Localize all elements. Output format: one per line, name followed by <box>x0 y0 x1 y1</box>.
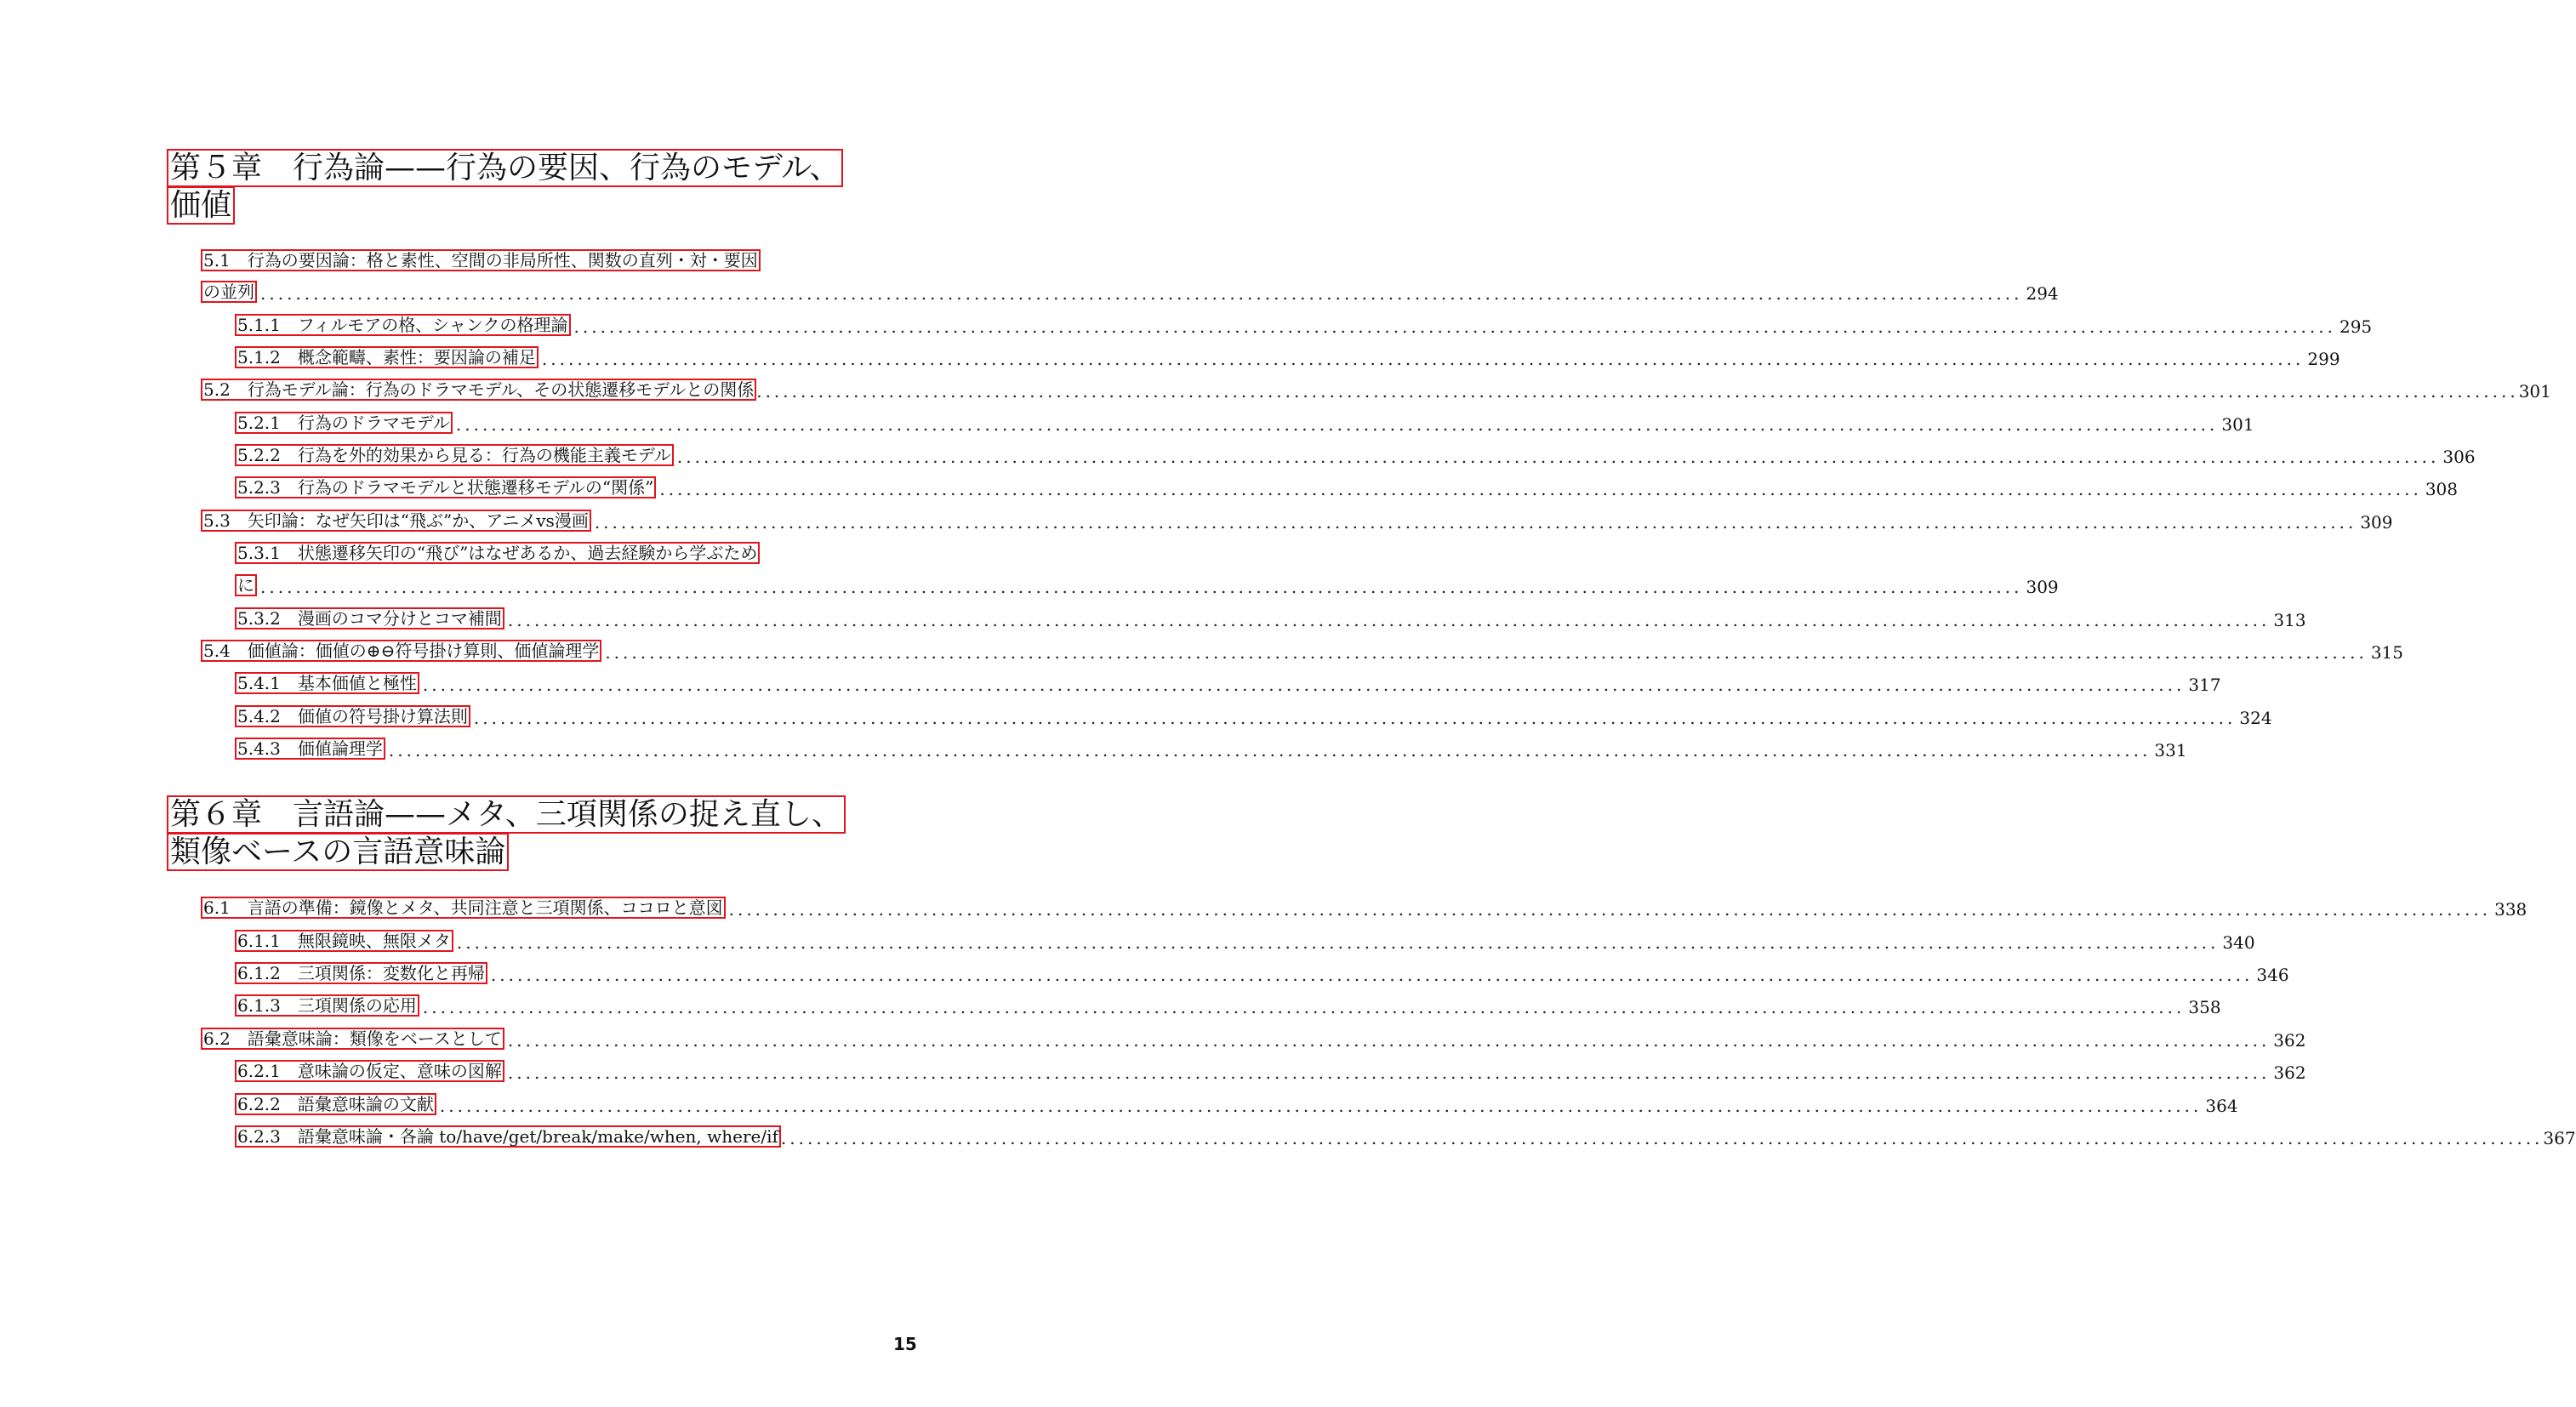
toc-leader-dots: ........................................................................................................................................................................................................ <box>439 1096 2203 1116</box>
toc-entry-label[interactable]: 5.3 矢印論：なぜ矢印は“飛ぶ”か、アニメvs漫画 <box>201 510 591 532</box>
toc-entry-label[interactable]: 6.2.2 語彙意味論の文献 <box>235 1093 436 1115</box>
toc-leader-dots: ........................................................................................................................................................................................................ <box>422 675 2186 695</box>
toc-leader-dots: ........................................................................................................................................................................................................ <box>676 447 2440 467</box>
toc-page-number: 313 <box>2273 610 2306 630</box>
toc-page-number: 340 <box>2222 932 2255 953</box>
toc-entry-label[interactable]: 5.1 行為の要因論：格と素性、空間の非局所性、関数の直列・対・要因 <box>201 249 761 271</box>
toc-entry-5-4-2[interactable] <box>235 702 2272 728</box>
toc-entry-label[interactable]: 5.4.1 基本価値と極性 <box>235 672 419 694</box>
toc-entry-5-3[interactable] <box>201 506 2393 533</box>
chapter-6-heading <box>167 796 873 871</box>
toc-entry-label[interactable]: 6.2.3 語彙意味論・各論 to/have/get/break/make/when, where/if <box>235 1125 781 1148</box>
toc-leader-dots: ........................................................................................................................................................................................................ <box>541 349 2305 369</box>
toc-entry-label[interactable]: の並列 <box>201 281 257 303</box>
toc-page-number: 306 <box>2442 447 2476 467</box>
toc-entry-label[interactable]: 6.2.1 意味論の仮定、意味の図解 <box>235 1060 504 1082</box>
toc-entry-6-1-1[interactable] <box>235 926 2255 953</box>
toc-page-number: 299 <box>2307 349 2340 369</box>
toc-entry-6-1[interactable] <box>201 893 2528 920</box>
toc-entry-label[interactable]: 6.2 語彙意味論：類像をベースとして <box>201 1028 504 1050</box>
toc-page-number: 317 <box>2188 675 2221 695</box>
toc-leader-dots: ........................................................................................................................................................................................................ <box>756 381 2519 402</box>
toc-leader-dots: ........................................................................................................................................................................................................ <box>573 316 2336 337</box>
toc-page-number: 338 <box>2494 899 2528 920</box>
toc-entry-5-2-2[interactable] <box>235 441 2476 467</box>
toc-leader-dots: ........................................................................................................................................................................................................ <box>507 1062 2271 1083</box>
toc-page-number: 309 <box>2360 512 2393 533</box>
toc-page-number: 362 <box>2273 1062 2306 1083</box>
toc-entry-label[interactable]: 6.1.2 三項関係：変数化と再帰 <box>235 962 487 984</box>
toc-entry-label[interactable]: 5.4.3 価値論理学 <box>235 738 385 760</box>
toc-entry-5-3-2[interactable] <box>235 604 2306 630</box>
toc-leader-dots: ........................................................................................................................................................................................................ <box>422 997 2186 1017</box>
toc-entry-6-2-3[interactable] <box>235 1122 2576 1148</box>
toc-page-number: 358 <box>2188 997 2221 1017</box>
toc-page-number: 367 <box>2543 1128 2576 1148</box>
toc-page-number: 324 <box>2239 708 2272 728</box>
toc-entry-6-1-2[interactable] <box>235 959 2289 985</box>
chapter-6-title-line2: 類像ベースの言語意味論 <box>167 833 509 871</box>
toc-entry-label[interactable]: 6.1.1 無限鏡映、無限メタ <box>235 930 453 952</box>
toc-page-number: 309 <box>2026 577 2059 597</box>
toc-leader-dots: ........................................................................................................................................................................................................ <box>473 708 2237 728</box>
toc-entry-label[interactable]: 5.1.1 フィルモアの格、シャンクの格理論 <box>235 314 571 336</box>
chapter-5-title-line2: 価値 <box>167 186 235 225</box>
page-number: 15 <box>893 1334 917 1354</box>
toc-page-number: 362 <box>2273 1030 2306 1051</box>
toc-leader-dots: ........................................................................................................................................................................................................ <box>260 577 2023 597</box>
toc-leader-dots: ........................................................................................................................................................................................................ <box>728 899 2492 920</box>
toc-leader-dots: ........................................................................................................................................................................................................ <box>605 642 2368 663</box>
toc-entry-5-2-3[interactable] <box>235 473 2459 499</box>
toc-entry-5-4[interactable] <box>201 636 2403 663</box>
toc-leader-dots: ........................................................................................................................................................................................................ <box>260 283 2023 304</box>
toc-leader-dots: ........................................................................................................................................................................................................ <box>594 512 2357 533</box>
toc-page-number: 364 <box>2205 1096 2238 1116</box>
toc-entry-5-4-3[interactable] <box>235 734 2187 760</box>
toc-leader-dots: ........................................................................................................................................................................................................ <box>507 1030 2271 1051</box>
toc-entry-6-2[interactable] <box>201 1024 2306 1051</box>
toc-entry-5-1-2[interactable] <box>235 343 2340 369</box>
toc-page-number: 346 <box>2256 965 2289 985</box>
toc-page-number: 301 <box>2221 414 2254 435</box>
toc-entry-label[interactable]: 5.3.1 状態遷移矢印の“飛び”はなぜあるか、過去経験から学ぶため <box>235 542 760 564</box>
toc-entry-label[interactable]: 5.4 価値論：価値の⊕⊖符号掛け算則、価値論理学 <box>201 640 601 662</box>
toc-entry-label[interactable]: 5.2.3 行為のドラマモデルと状態遷移モデルの“関係” <box>235 476 656 498</box>
toc-entry-label[interactable]: 5.3.2 漫画のコマ分けとコマ補間 <box>235 607 504 629</box>
toc-leader-dots: ........................................................................................................................................................................................................ <box>507 610 2271 630</box>
toc-page-number: 295 <box>2339 316 2373 337</box>
toc-page-number: 315 <box>2370 642 2403 663</box>
toc-leader-dots: ........................................................................................................................................................................................................ <box>780 1128 2544 1148</box>
toc-leader-dots: ........................................................................................................................................................................................................ <box>490 965 2254 985</box>
toc-page-number: 331 <box>2154 740 2187 760</box>
toc-entry-5-2-1[interactable] <box>235 408 2254 435</box>
chapter-5-heading <box>167 150 873 225</box>
toc-entry-5-3-1-cont[interactable] <box>235 571 2059 597</box>
chapter-6-title-line1: 第６章 言語論——メタ、三項関係の捉え直し、 <box>167 795 846 834</box>
toc-entry-5-1-1[interactable] <box>235 310 2373 337</box>
toc-entry-label[interactable]: 5.2.2 行為を外的効果から見る：行為の機能主義モデル <box>235 444 674 466</box>
toc-entry-label[interactable]: 6.1 言語の準備：鏡像とメタ、共同注意と三項関係、ココロと意図 <box>201 897 726 919</box>
toc-leader-dots: ........................................................................................................................................................................................................ <box>456 932 2220 953</box>
toc-entry-label[interactable]: 5.1.2 概念範疇、素性：要因論の補足 <box>235 346 539 368</box>
toc-leader-dots: ........................................................................................................................................................................................................ <box>455 414 2219 435</box>
toc-entry-6-2-1[interactable] <box>235 1057 2306 1083</box>
toc-entry-label[interactable]: 5.2.1 行為のドラマモデル <box>235 412 453 434</box>
toc-entry-5-1[interactable] <box>201 246 886 271</box>
toc-page-number: 308 <box>2425 479 2459 499</box>
toc-entry-6-1-3[interactable] <box>235 991 2221 1017</box>
toc-entry-5-4-1[interactable] <box>235 669 2221 695</box>
toc-leader-dots: ........................................................................................................................................................................................................ <box>388 740 2151 760</box>
toc-entry-6-2-2[interactable] <box>235 1090 2238 1116</box>
toc-entry-5-2[interactable] <box>201 375 2551 402</box>
toc-leader-dots: ........................................................................................................................................................................................................ <box>659 479 2422 499</box>
toc-entry-label[interactable]: に <box>235 574 257 596</box>
toc-entry-label[interactable]: 5.4.2 価値の符号掛け算法則 <box>235 705 470 727</box>
toc-page-number: 301 <box>2518 381 2551 402</box>
toc-entry-label[interactable]: 6.1.3 三項関係の応用 <box>235 994 419 1017</box>
chapter-5-title-line1: 第５章 行為論——行為の要因、行為のモデル、 <box>167 149 843 187</box>
toc-entry-5-1-cont[interactable] <box>201 277 2059 304</box>
toc-entry-label[interactable]: 5.2 行為モデル論：行為のドラマモデル、その状態遷移モデルとの関係 <box>201 379 756 401</box>
toc-entry-5-3-1[interactable] <box>235 538 886 564</box>
toc-page-number: 294 <box>2026 283 2059 304</box>
